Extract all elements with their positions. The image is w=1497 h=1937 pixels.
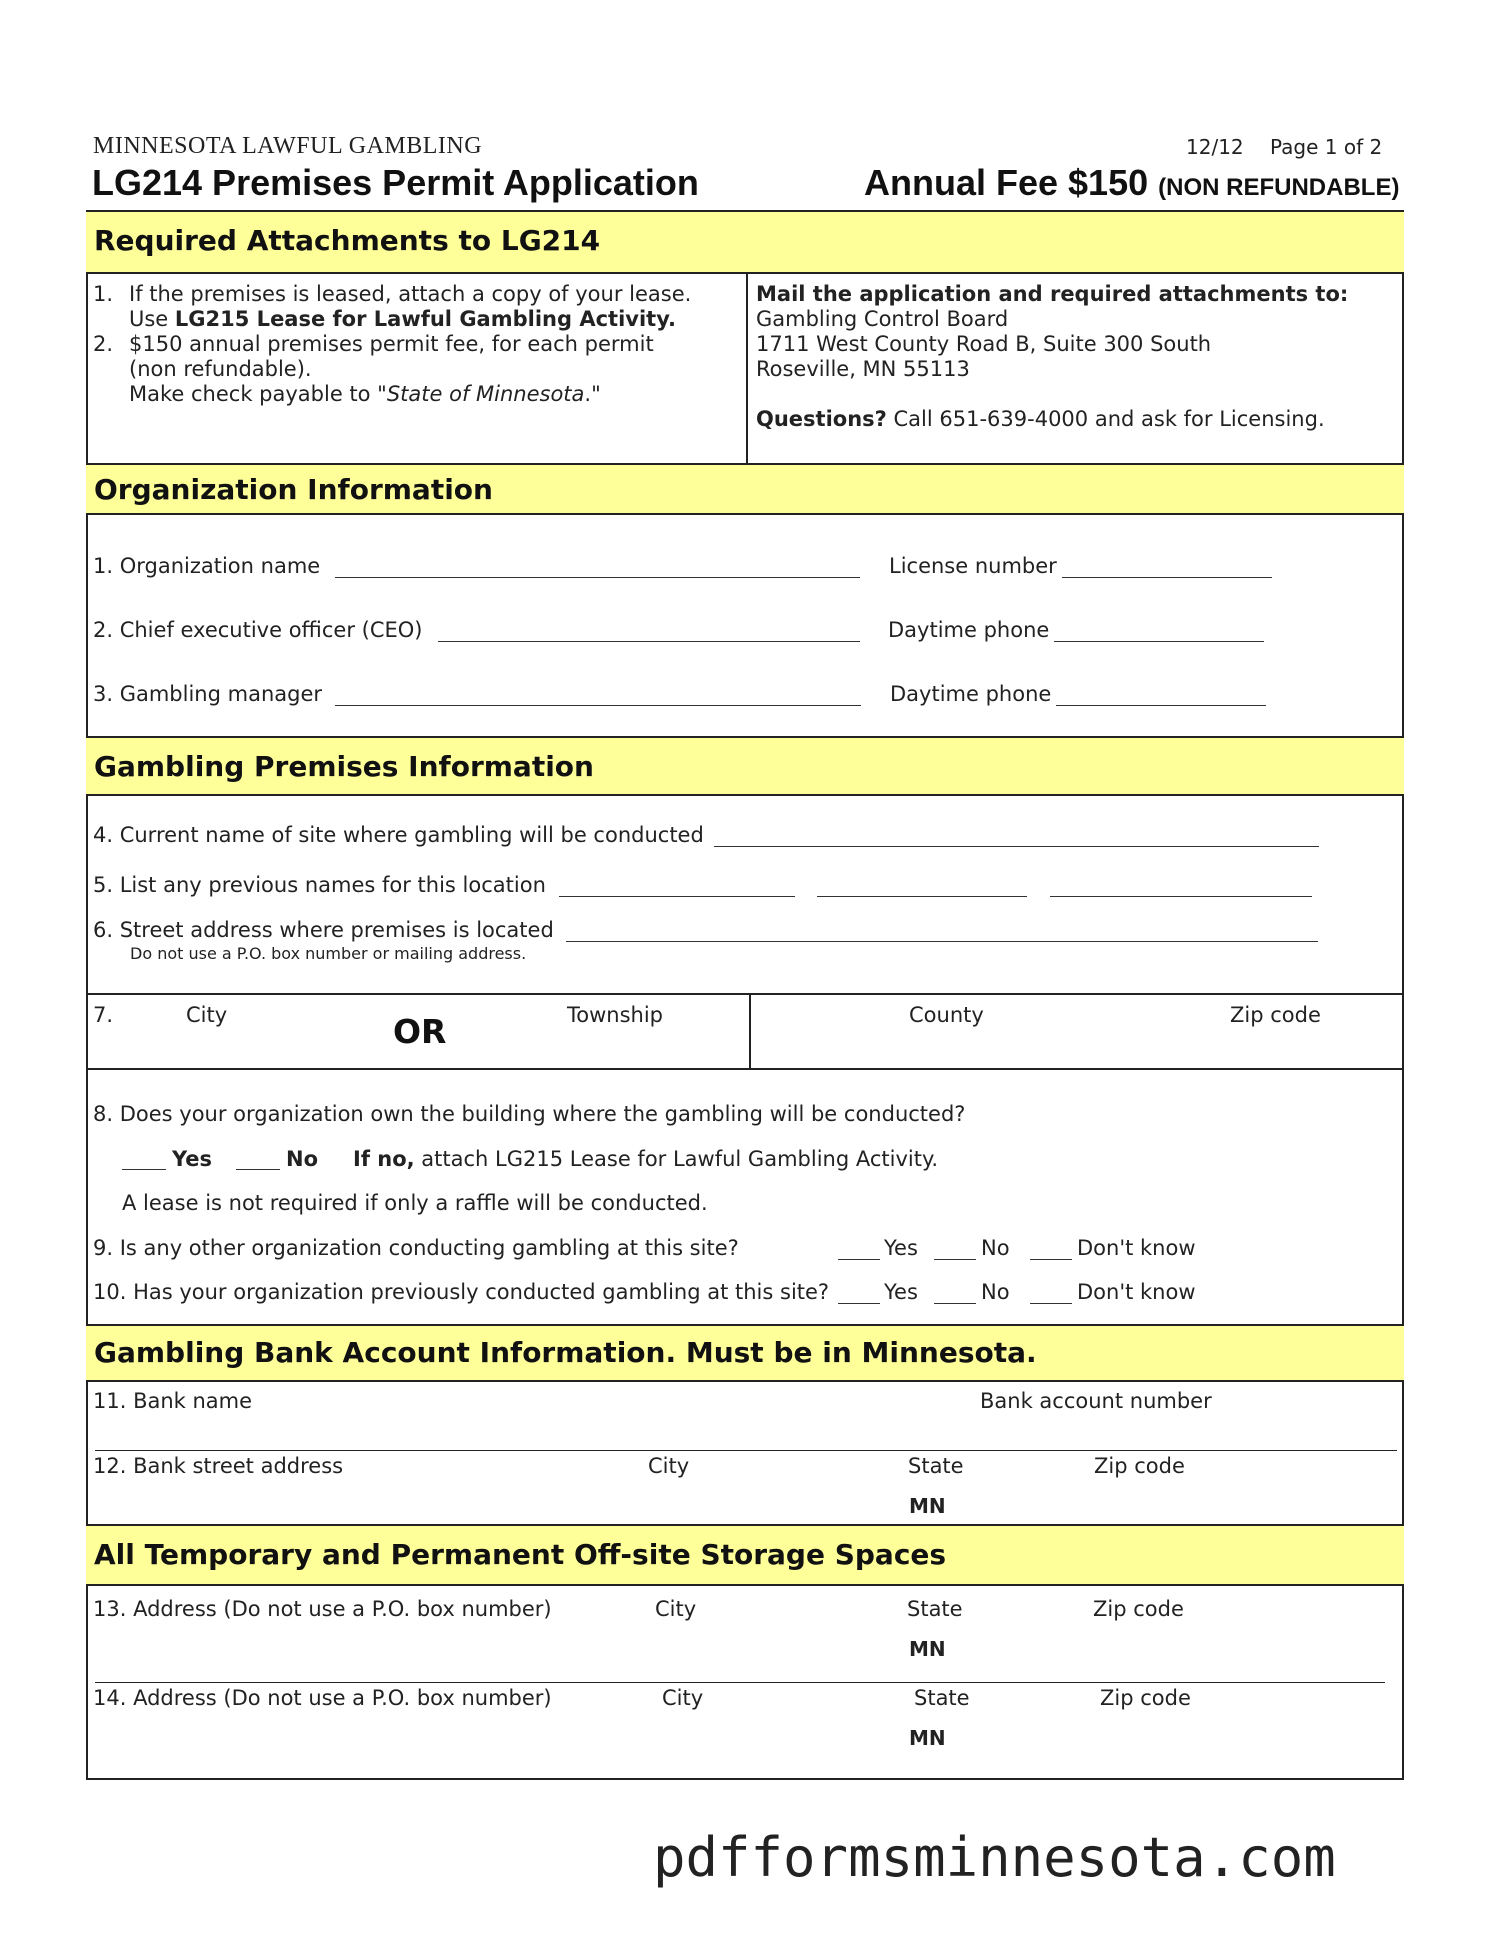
license-number-field[interactable] — [1062, 576, 1272, 578]
questions-phone: Call 651-639-4000 and ask for Licensing. — [886, 407, 1325, 431]
q10-dont-know-label: Don't know — [1077, 1280, 1196, 1304]
ceo-label: 2. Chief executive officer (CEO) — [93, 618, 423, 642]
bank-state-value: MN — [909, 1494, 946, 1518]
other-organization-question: 9. Is any other organization conducting gambling at this site? — [93, 1236, 739, 1260]
county-label: County — [909, 1003, 984, 1027]
previous-name-field-3[interactable] — [1050, 895, 1312, 897]
if-no-label: If no, — [353, 1147, 415, 1171]
q10-yes-field[interactable] — [838, 1302, 880, 1304]
attachment-item-1-number: 1. — [93, 282, 114, 306]
q10-dont-know-field[interactable] — [1030, 1302, 1072, 1304]
premises-title: Gambling Premises Information — [94, 750, 594, 783]
ceo-phone-field[interactable] — [1054, 640, 1264, 642]
or-label: OR — [393, 1012, 447, 1051]
page-indicator: Page 1 of 2 — [1270, 135, 1383, 159]
questions-label: Questions? — [756, 407, 887, 431]
storage-city-2-label: City — [662, 1686, 704, 1710]
attachment-item-1-text: If the premises is leased, attach a copy of your lease. — [129, 282, 692, 306]
q9-no-label: No — [981, 1236, 1010, 1260]
bank-name-label: 11. Bank name — [93, 1389, 253, 1413]
check-payable-suffix: ." — [584, 382, 601, 406]
own-building-no-field[interactable] — [236, 1168, 280, 1170]
city-row-top-border — [86, 993, 1404, 995]
site-name-label: 4. Current name of site where gambling will be conducted — [93, 823, 704, 847]
street-address-note: Do not use a P.O. box number or mailing address. — [130, 944, 527, 963]
bank-state-label: State — [908, 1454, 964, 1478]
questions-line — [756, 407, 1325, 431]
attachment-item-2-line3 — [129, 382, 601, 406]
attachment-item-1-line2 — [129, 307, 676, 331]
own-building-no-label: No — [286, 1147, 319, 1171]
if-no-text: attach LG215 Lease for Lawful Gambling Activity. — [414, 1147, 939, 1171]
fee-note: (NON REFUNDABLE) — [1158, 174, 1400, 201]
check-payable-prefix: Make check payable to " — [129, 382, 387, 406]
attachment-item-2-line2: (non refundable). — [129, 357, 312, 381]
item-7-number: 7. — [93, 1003, 114, 1027]
q10-yes-label: Yes — [884, 1280, 918, 1304]
q10-no-label: No — [981, 1280, 1010, 1304]
zip-code-label: Zip code — [1230, 1003, 1321, 1027]
previously-conducted-question: 10. Has your organization previously conducted gambling at this site? — [93, 1280, 830, 1304]
bank-title: Gambling Bank Account Information. Must be in Minnesota. — [94, 1336, 1037, 1369]
q10-no-field[interactable] — [934, 1302, 976, 1304]
site-watermark: pdfformsminnesota.com — [653, 1826, 1336, 1889]
storage-address-2-label: 14. Address (Do not use a P.O. box number) — [93, 1686, 552, 1710]
street-address-field[interactable] — [566, 940, 1318, 942]
own-building-question: 8. Does your organization own the building where the gambling will be conducted? — [93, 1102, 966, 1126]
attachment-item-2-text: $150 annual premises permit fee, for each permit — [129, 332, 654, 356]
q9-dont-know-field[interactable] — [1030, 1258, 1072, 1260]
site-name-field[interactable] — [714, 845, 1319, 847]
form-title: LG214 Premises Permit Application — [92, 162, 699, 203]
organization-name-field[interactable] — [335, 576, 860, 578]
q9-yes-field[interactable] — [838, 1258, 880, 1260]
street-address-label: 6. Street address where premises is located — [93, 918, 554, 942]
own-building-yes-field[interactable] — [122, 1168, 166, 1170]
storage-address-1-label: 13. Address (Do not use a P.O. box number) — [93, 1597, 552, 1621]
attachments-section-header — [86, 210, 1404, 274]
storage-address-1-field[interactable] — [95, 1682, 1385, 1683]
organization-title: Organization Information — [94, 473, 493, 506]
bank-street-address-label: 12. Bank street address — [93, 1454, 344, 1478]
organization-section-header — [86, 463, 1404, 515]
storage-state-2-value: MN — [909, 1726, 946, 1750]
mail-heading: Mail the application and required attachments to: — [756, 282, 1349, 306]
mail-address-line-1: Gambling Control Board — [756, 307, 1009, 331]
organization-name-label: 1. Organization name — [93, 554, 321, 578]
manager-phone-field[interactable] — [1056, 704, 1266, 706]
previous-name-field-1[interactable] — [559, 895, 795, 897]
attachments-divider — [746, 272, 748, 464]
attachment-item-2 — [93, 332, 654, 356]
q9-yes-label: Yes — [884, 1236, 918, 1260]
storage-title: All Temporary and Permanent Off-site Storage Spaces — [94, 1538, 947, 1571]
annual-fee — [864, 162, 1399, 204]
previous-name-field-2[interactable] — [817, 895, 1027, 897]
storage-section-header — [86, 1524, 1404, 1586]
bank-name-field[interactable] — [95, 1450, 1397, 1451]
township-label: Township — [567, 1003, 664, 1027]
storage-zip-2-label: Zip code — [1100, 1686, 1191, 1710]
storage-state-1-label: State — [907, 1597, 963, 1621]
city-county-divider — [749, 993, 751, 1069]
attachment-item-1 — [93, 282, 691, 306]
lg215-reference: LG215 Lease for Lawful Gambling Activity. — [174, 307, 676, 331]
q9-no-field[interactable] — [934, 1258, 976, 1260]
storage-city-1-label: City — [655, 1597, 697, 1621]
lease-note: A lease is not required if only a raffle will be conducted. — [122, 1191, 708, 1215]
mail-address-line-2: 1711 West County Road B, Suite 300 South — [756, 332, 1212, 356]
payee-name: State of Minnesota — [386, 382, 585, 406]
bank-section-header — [86, 1324, 1404, 1382]
storage-zip-1-label: Zip code — [1093, 1597, 1184, 1621]
city-row-bottom-border — [86, 1068, 1404, 1070]
q9-dont-know-label: Don't know — [1077, 1236, 1196, 1260]
attachment-item-2-number: 2. — [93, 332, 114, 356]
storage-state-1-value: MN — [909, 1637, 946, 1661]
attachment-item-1-prefix: Use — [129, 307, 175, 331]
bank-zip-label: Zip code — [1094, 1454, 1185, 1478]
gambling-manager-field[interactable] — [335, 704, 861, 706]
ceo-field[interactable] — [438, 640, 860, 642]
license-number-label: License number — [889, 554, 1057, 578]
if-no-instruction — [353, 1147, 938, 1171]
ceo-phone-label: Daytime phone — [888, 618, 1050, 642]
attachments-title: Required Attachments to LG214 — [94, 224, 601, 257]
premises-section-header — [86, 736, 1404, 796]
fee-amount: Annual Fee $150 — [864, 162, 1149, 203]
own-building-yes-label: Yes — [172, 1147, 213, 1171]
form-revision: 12/12 — [1186, 135, 1244, 159]
manager-phone-label: Daytime phone — [890, 682, 1052, 706]
mail-address-line-3: Roseville, MN 55113 — [756, 357, 970, 381]
gambling-manager-label: 3. Gambling manager — [93, 682, 323, 706]
bank-city-label: City — [648, 1454, 690, 1478]
storage-state-2-label: State — [914, 1686, 970, 1710]
agency-name: MINNESOTA LAWFUL GAMBLING — [93, 133, 483, 159]
previous-names-label: 5. List any previous names for this location — [93, 873, 546, 897]
city-label: City — [186, 1003, 228, 1027]
bank-account-number-label: Bank account number — [980, 1389, 1212, 1413]
